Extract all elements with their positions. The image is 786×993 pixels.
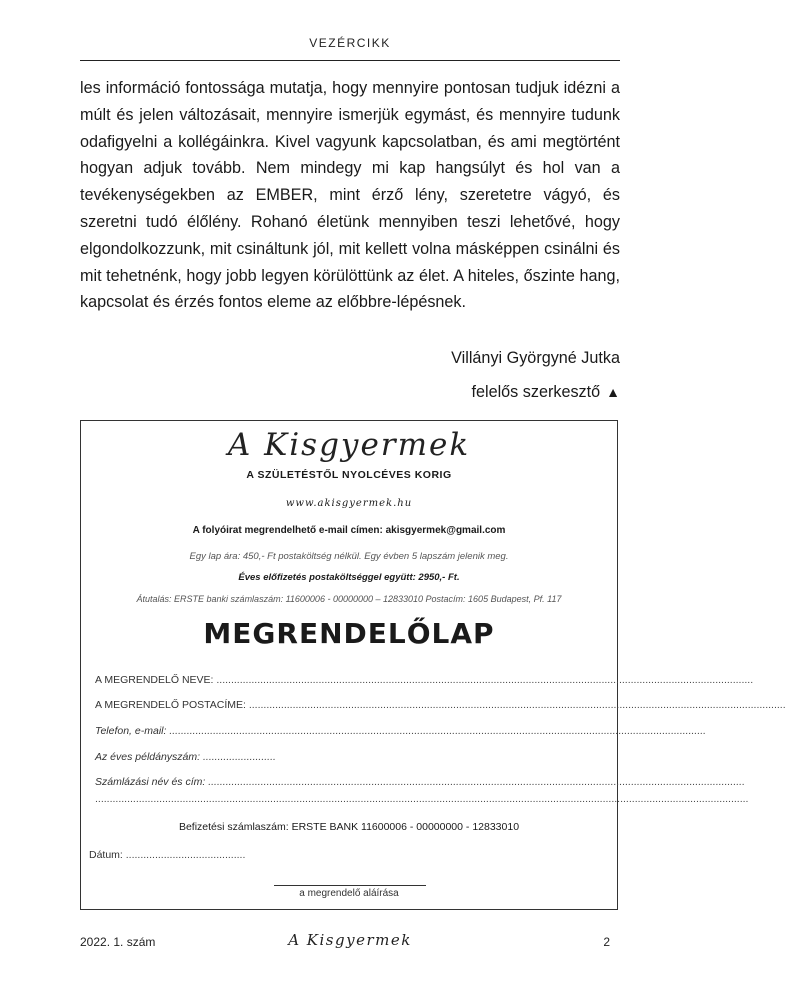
copies-field-dots: ......................... [202,751,276,763]
annual-subscription-info: Éves előfizetés postaköltséggel együtt: 2950,- Ft. [238,572,460,583]
name-field-label: A MEGRENDELŐ NEVE: [95,674,214,686]
section-header: VEZÉRCIKK [309,36,391,50]
name-field[interactable] [95,674,754,686]
article-text: les információ fontossága mutatja, hogy mennyire pontosan tudjuk idézni a múlt és jelen változásait, mennyire ismerjük egymást, és mennyire tudunk odafigyelni a kollégáinkra. Kivel vagyunk kapcsolatban, és ami megtörtént hogyan adjuk tovább. Nem mindegy mi kap hangsúlyt és hol van a tevékenységekben az EMBER, mint érző lény, szeretetre vágyó, és szeretni tudó élőlény. Rohanó életünk mennyiben teszi lehetővé, hogy elgondolkozzunk, mit csináltunk jól, mit kellett volna másképpen csinálni és mit tehetnénk, hogy jobb legyen körülöttünk az élet. A hiteles, őszinte hang, kapcsolat és érzés fontos eleme az előbbre-lépésnek. [80,79,620,312]
copies-field[interactable] [95,751,295,763]
page-number: 2 [603,935,610,949]
invoice-field-dots: ........................................................................................................................................................................................ [208,776,745,788]
address-field-dots: ........................................................................................................................................................................................ [248,699,786,711]
footer-title: A Kisgyermek [288,931,412,949]
name-field-dots: ........................................................................................................................................................................................ [216,674,754,686]
date-field-label: Dátum: [89,849,123,861]
author-role-line [471,383,620,402]
header-divider [80,60,620,61]
phone-email-field-label: Telefon, e-mail: [95,725,167,737]
bank-account-info: Befizetési számlaszám: ERSTE BANK 11600006 - 00000000 - 12833010 [178,821,520,833]
order-email-info: A folyóirat megrendelhető e-mail címen: akisgyermek@gmail.com [192,525,506,536]
signature-caption: a megrendelő aláírása [299,888,399,899]
price-info: Egy lap ára: 450,- Ft postaköltség nélkül. Egy évben 5 lapszám jelenik meg. [189,551,509,562]
transfer-info: Átutalás: ERSTE banki számlaszám: 11600006 - 00000000 – 12833010 Postacím: 1605 Budapest, Pf. 117 [136,594,562,604]
footer-issue: 2022. 1. szám [80,935,156,949]
copies-field-label: Az éves példányszám: [95,751,201,763]
invoice-field-label: Számlázási név és cím: [95,776,206,788]
order-form [80,420,786,910]
author-role: felelős szerkesztő [471,383,601,401]
phone-email-field[interactable] [95,725,707,737]
phone-email-field-dots: ........................................................................................................................................................................................ [169,725,707,737]
magazine-subtitle: A SZÜLETÉSTŐL NYOLCÉVES KORIG [246,469,452,481]
signature-line [274,885,426,886]
triangle-up-icon: ▲ [606,384,620,400]
date-field-dots: ......................................... [125,849,246,861]
invoice-field[interactable] [95,776,745,788]
address-field[interactable] [95,699,786,711]
magazine-title: A Kisgyermek [227,427,471,463]
author-name: Villányi Györgyné Jutka [451,349,620,367]
order-form-title: MEGRENDELŐLAP [203,617,495,650]
date-field[interactable] [89,849,245,861]
continuation-dots: ................................................................................................................................................................................................................................ [95,793,749,805]
invoice-field-continuation[interactable] [95,793,749,805]
website-link[interactable]: www.akisgyermek.hu [285,498,413,509]
address-field-label: A MEGRENDELŐ POSTACÍME: [95,699,246,711]
